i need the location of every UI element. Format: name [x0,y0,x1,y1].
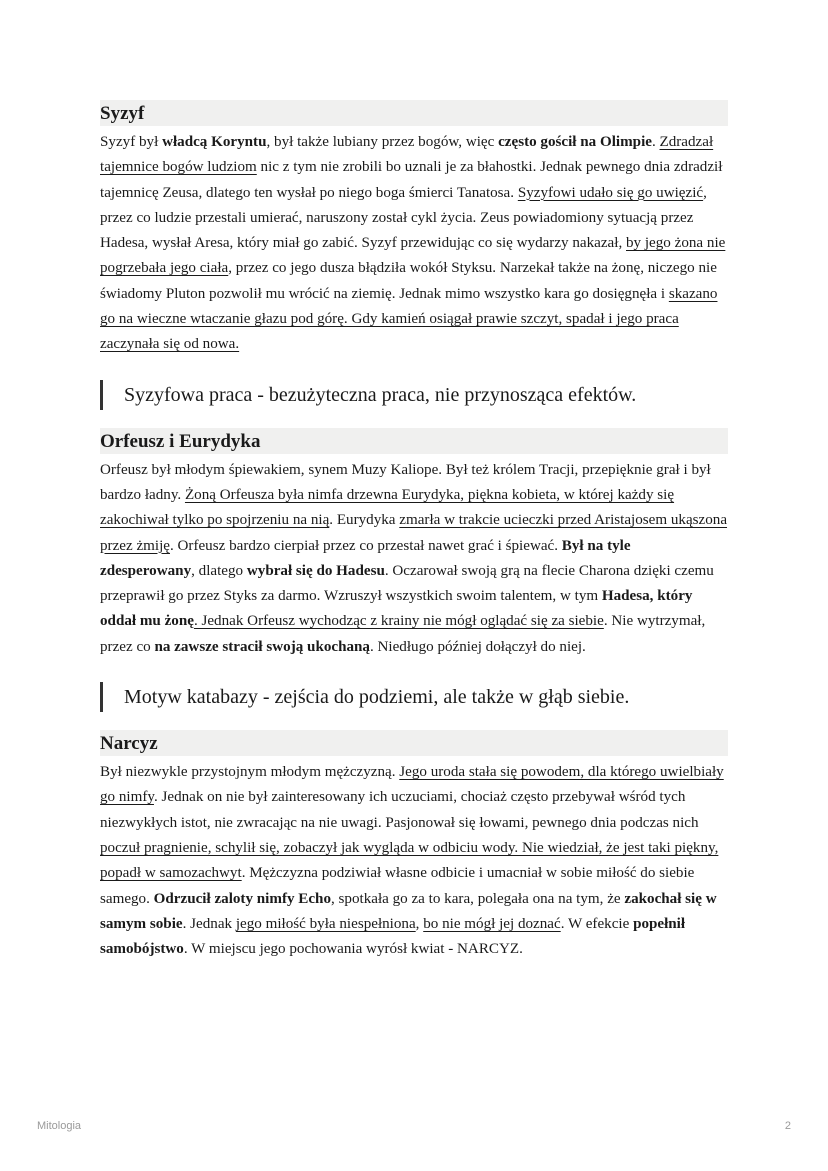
page-content [100,100,728,962]
underlined-text: zmarła w trakcie ucieczki przed Aristajosem ukąszona przez żmiję [100,512,728,554]
bold-text: często gościł na Olimpie [498,134,652,150]
text: . Mężczyzna podziwiał własne odbicie i umacniał w sobie miłość do siebie samego. [100,865,695,907]
underlined-text: skazano go na wieczne wtaczanie głazu pod górę. Gdy kamień osiągał prawie szczyt, spadał i jego praca zaczynała się od nowa. [100,285,718,353]
bold-text: zakochał się w samym sobie [100,890,717,932]
text: Syzyf był [100,134,163,150]
paragraph-syzyf [100,130,728,358]
underlined-text: Jego uroda stała się powodem, dla którego uwielbiały go nimfy [100,764,724,806]
bold-text: Był na tyle zdesperowany [100,537,631,579]
underlined-text: . Jednak Orfeusz wychodząc z krainy nie mógł oglądać się za siebie [193,613,604,630]
text: . Nie wytrzymał, przez co [100,613,706,655]
footer-title: Mitologia [37,1120,82,1132]
underlined-text: bo nie mógł jej doznać [423,915,561,932]
bold-text: Odrzucił zaloty nimfy Echo [153,890,331,907]
text: , był także lubiany przez bogów, więc [266,134,499,150]
text: . Oczarował swoją grą na flecie Charona dzięki czemu przeprawił go przez Styks za darmo. Wzruszył wszystkich swoim talentem, w tym [100,562,714,605]
text: . Eurydyka [329,512,400,529]
section-title-syzyf: Syzyf [100,100,728,126]
paragraph-orfeusz [100,458,728,660]
text: . W efekcie [560,915,634,932]
section-title-orfeusz: Orfeusz i Eurydyka [100,428,728,454]
bold-text: Hadesa, który oddał mu żonę [100,588,693,630]
quote-orfeusz: Motyw katabazy - zejścia do podziemi, ale także w głąb siebie. [100,682,728,712]
text: . [651,134,660,150]
text: . Jednak [182,915,236,932]
text: . Jednak on nie był zainteresowany ich uczuciami, chociaż często przebywał wśród tych niezwykłych istot, nie zwracając na nie uwagi. Pasjonował się łowami, pewnego dnia podczas nich [100,789,699,831]
underlined-text: by jego żona nie pogrzebała jego ciała [100,235,726,277]
underlined-text: Zdradzał tajemnice bogów ludziom [100,134,714,176]
underlined-text: jego miłość była niespełniona [235,915,416,932]
text: , dlatego [191,562,247,579]
text: . W miejscu jego pochowania wyrósł kwiat - NARCYZ. [183,941,523,958]
text: . Niedługo później dołączył do niej. [369,638,586,655]
bold-text: władcą Koryntu [162,134,267,150]
bold-text: popełnił samobójstwo [100,915,686,958]
text: Orfeusz był młodym śpiewakiem, synem Muzy Kaliope. Był też królem Tracji, przepięknie grał i był bardzo ładny. [100,461,711,503]
quote-syzyf: Syzyfowa praca - bezużyteczna praca, nie przynosząca efektów. [100,380,728,410]
text: . Orfeusz bardzo cierpiał przez co przestał nawet grać i śpiewać. [169,537,562,554]
underlined-text: poczuł pragnienie, schylił się, zobaczył jak wygląda w odbiciu wody. Nie wiedział, że jest taki piękny, popadł w samozachwyt [100,839,719,882]
text: nic z tym nie zrobili bo uznali je za błahostki. Jednak pewnego dnia zdradził tajemnicę Zeusa, dlatego ten wysłał po niego boga śmierci Tanatosa. [100,159,723,201]
text: , [415,915,424,932]
paragraph-narcyz [100,760,728,962]
underlined-text: Żoną Orfeusza była nimfa drzewna Eurydyka, piękna kobieta, w której każdy się zakochiwał tylko po spojrzeniu na nią [100,486,675,529]
section-title-narcyz: Narcyz [100,730,728,756]
underlined-text: Syzyfowi udało się go uwięzić [517,184,704,201]
text: , przez co jego dusza błądziła wokół Styksu. Narzekał także na żonę, niczego nie świadomy Pluton pozwolił mu wrócić na ziemię. Jednak mimo wszystko kara go dosięgnęła i [100,260,717,302]
bold-text: na zawsze stracił swoją ukochaną [154,638,370,655]
text: , przez co ludzie przestali umierać, naruszony został cykl życia. Zeus powiadomiony sytuacją przez Hadesa, wysłał Aresa, który miał go zabić. Syzyf przewidując co się wydarzy nakazał, [100,184,707,252]
page-number: 2 [784,1120,791,1132]
text: , spotkała go za to kara, polegała ona na tym, że [331,890,625,907]
text: Był niezwykle przystojnym młodym mężczyzną. [100,764,400,781]
bold-text: wybrał się do Hadesu [246,562,385,579]
